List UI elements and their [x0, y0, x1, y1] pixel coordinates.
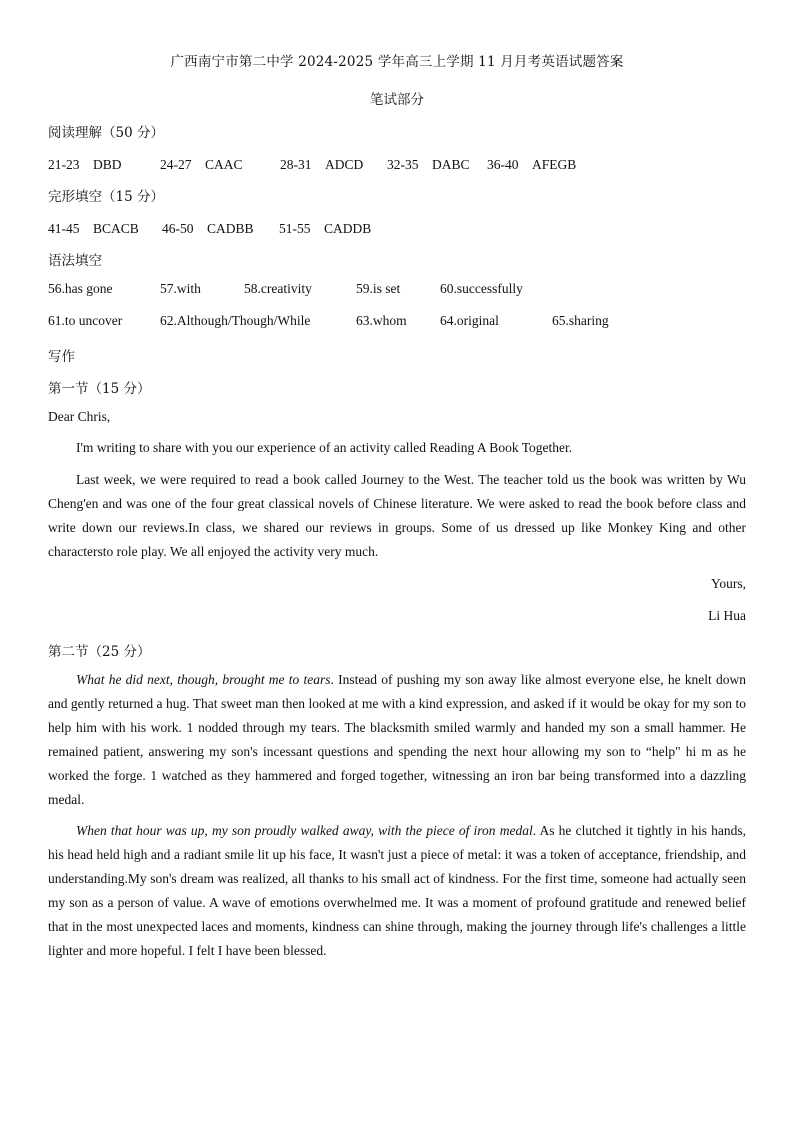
letter-closing: Yours, — [710, 576, 746, 591]
answer-group: 24-27 CAAC — [160, 157, 243, 172]
italic-lead: What he did next, though, brought me to tears — [76, 672, 331, 687]
answer-group: 41-45 BCACB — [48, 221, 139, 236]
letter-greeting: Dear Chris, — [48, 409, 111, 424]
paragraph-text: . As he clutched it tightly in his hands, his head held high and a radiant smile lit up his face, It wasn't just a piece of metal: it was a token of acceptance, friendship, and understanding.My son's dream was realized, all thanks to his small act of kindness. For the first time, someone had actually seen my son as a person of value. A wave of emotions overwhelmed me. It was a moment of profound gratitude and renewed belief that in the most unexpected laces and moments, kindness can shine through, making the journey through life's challenges a little lighter and more hopeful. I felt I have been blessed. — [48, 823, 747, 958]
italic-lead: When that hour was up, my son proudly walked away, with the piece of iron medal — [76, 823, 533, 838]
reading-heading: 阅读理解（50 分） — [48, 125, 164, 141]
grammar-answer: 58.creativity — [244, 281, 312, 296]
grammar-answer: 56.has gone — [48, 281, 113, 296]
page-title: 广西南宁市第二中学 2024-2025 学年高三上学期 11 月月考英语试题答案 — [170, 54, 624, 70]
letter-paragraph-2: Last week, we were required to read a book called Journey to the West. The teacher told us the book was written by Wu Cheng'en and was one of the four great classical novels of Chinese literature. We were asked to read the book before class and write down our reviews.In class, we shared our reviews in groups. Some of us dressed up like Monkey King and other charactersto role play. We all enjoyed the activity very much. — [48, 472, 746, 559]
answer-group: 51-55 CADDB — [279, 221, 372, 236]
grammar-answer: 61.to uncover — [48, 313, 123, 328]
cloze-heading: 完形填空（15 分） — [48, 189, 164, 205]
grammar-answer: 64.original — [440, 313, 499, 328]
section2-heading: 第二节（25 分） — [48, 644, 151, 660]
answer-group: 46-50 CADBB — [162, 221, 254, 236]
grammar-answer: 62.Although/Though/While — [160, 313, 311, 328]
section1-heading: 第一节（15 分） — [48, 381, 151, 397]
story-paragraph-1 — [48, 668, 746, 812]
letter-paragraph-1: I'm writing to share with you our experience of an activity called Reading A Book Together. — [76, 440, 573, 455]
writing-heading: 写作 — [48, 349, 75, 365]
grammar-answer: 65.sharing — [552, 313, 609, 328]
page-subtitle: 笔试部分 — [370, 92, 424, 108]
paragraph-text: . Instead of pushing my son away like almost everyone else, he knelt down and gently returned a hug. That sweet man then looked at me with a kind expression, and asked if it would be okay for my son to help him with his work. 1 nodded through my tears. The blacksmith smiled warmly and handed my son a small hammer. He remained patient, answering my son's incessant questions and spending the next hour allowing my son to “help" hi m as he worked the forge. 1 watched as they hammered and forged together, witnessing an iron bar being transformed into a dazzling medal. — [48, 672, 746, 807]
grammar-answer: 57.with — [160, 281, 201, 296]
story-paragraph-2 — [48, 819, 746, 963]
answer-group: 21-23 DBD — [48, 157, 122, 172]
grammar-heading: 语法填空 — [48, 253, 102, 269]
answer-group: 32-35 DABC — [387, 157, 470, 172]
grammar-answer: 63.whom — [356, 313, 407, 328]
grammar-answer: 60.successfully — [440, 281, 523, 296]
letter-signature: Li Hua — [708, 608, 746, 623]
grammar-answer: 59.is set — [356, 281, 401, 296]
answer-group: 28-31 ADCD — [280, 157, 364, 172]
answer-group: 36-40 AFEGB — [487, 157, 577, 172]
